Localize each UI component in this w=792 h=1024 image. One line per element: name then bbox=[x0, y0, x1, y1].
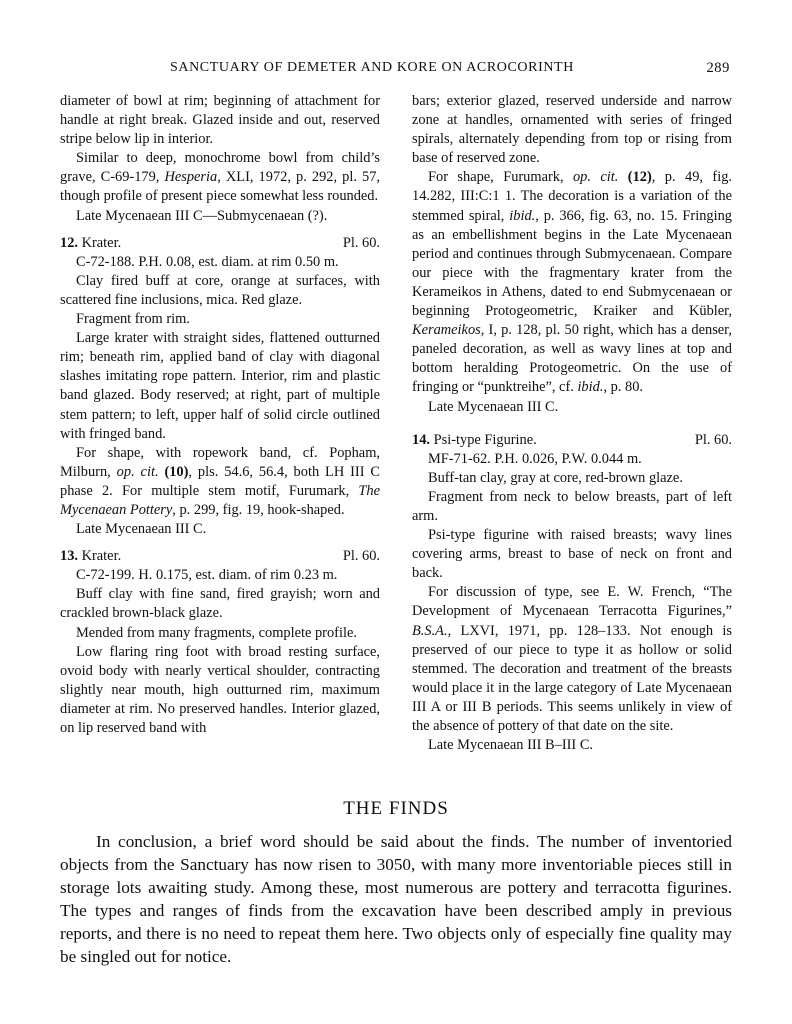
item-name: Psi-type Figurine. bbox=[433, 431, 537, 448]
catalogue-heading-12 bbox=[60, 234, 380, 253]
item-number: 14. bbox=[412, 431, 430, 448]
fabric-description: Buff-tan clay, gray at core, red-brown glaze. bbox=[428, 469, 683, 486]
running-head bbox=[170, 60, 730, 80]
left-column bbox=[60, 92, 380, 738]
inventory-line: C-72-188. P.H. 0.08, est. diam. at rim 0.50 m. bbox=[76, 253, 339, 270]
date: Late Mycenaean III B–III C. bbox=[428, 737, 594, 754]
item-name: Krater. bbox=[81, 234, 122, 251]
preservation: Fragment from neck to below breasts, part of left arm. bbox=[412, 488, 732, 524]
item-name: Krater. bbox=[81, 548, 122, 565]
section-title: THE FINDS bbox=[343, 798, 449, 819]
catalogue-heading-14 bbox=[412, 431, 732, 450]
comparanda: For shape, with ropework band, cf. Popham, Milburn, op. cit. (10), pls. 54.6, 56.4, both LH III C phase 2. For multiple stem motif, Furumark, The Mycenaean Pottery, p. 299, fig. 19, hook-shaped. bbox=[60, 444, 380, 518]
description: Large krater with straight sides, flattened outturned rim; beneath rim, applied band of clay with diagonal slashes imitating rope pattern. Interior, rim and plastic band glazed. Body reserved; at right, part of multiple stem pattern; to left, upper half of solid circle outlined with fringed band. bbox=[60, 330, 380, 442]
discussion: For discussion of type, see E. W. French, “The Development of Mycenaean Terracotta Figurines,” B.S.A., LXVI, 1971, pp. 128–133. Not enough is preserved of our piece to type it as hollow or solid stemmed. The decoration and treatment of the breasts would place it in the large category of Late Mycenaean III A or III B periods. This seems unlikely in view of the absence of pottery of that date on the site. bbox=[412, 584, 732, 734]
inventory-line: MF-71-62. P.H. 0.026, P.W. 0.044 m. bbox=[428, 450, 642, 467]
running-title: SANCTUARY OF DEMETER AND KORE ON ACROCORINTH bbox=[170, 60, 574, 75]
inventory-line: C-72-199. H. 0.175, est. diam. of rim 0.23 m. bbox=[76, 567, 338, 584]
catalogue-heading-13 bbox=[60, 547, 380, 566]
date: Late Mycenaean III C. bbox=[428, 398, 559, 415]
page-number: 289 bbox=[706, 60, 730, 76]
description: Low flaring ring foot with broad resting surface, ovoid body with nearly vertical shoulder, contracting slightly near mouth, high outturned rim, maximum diameter at rim. No preserved handles. Interior glazed, on lip reserved band with bbox=[60, 643, 380, 736]
right-column bbox=[412, 92, 732, 755]
preservation: Fragment from rim. bbox=[76, 311, 190, 328]
plate-reference: Pl. 60. bbox=[342, 548, 380, 565]
preservation: Mended from many fragments, complete profile. bbox=[76, 624, 357, 641]
description: Psi-type figurine with raised breasts; wavy lines covering arms, breast to base of neck on front and back. bbox=[412, 527, 732, 582]
fabric-description: Clay fired buff at core, orange at surfaces, with scattered fine inclusions, mica. Red glaze. bbox=[60, 272, 380, 308]
item-number: 13. bbox=[60, 548, 78, 565]
paragraph-continued: diameter of bowl at rim; beginning of attachment for handle at right break. Glazed inside and out, reserved stripe below lip in interior. bbox=[60, 93, 380, 148]
item-number: 12. bbox=[60, 234, 78, 251]
fabric-description: Buff clay with fine sand, fired grayish; worn and crackled brown-black glaze. bbox=[60, 586, 380, 622]
discussion: For shape, Furumark, op. cit. (12), p. 49, fig. 14.282, III:C:1 1. The decoration is a variation of the stemmed spiral, ibid., p. 366, fig. 63, no. 15. Fringing as an embellishment begins in the Late Mycenaean period and continues through Submycenaean. Compare our piece with the fragmentary krater from the Kerameikos in Athens, dated to end Submycenaean or beginning Protogeometric, Kraiker and Kübler, Kerameikos, I, p. 128, pl. 50 right, which has a denser, paneled decoration, as well as wavy lines at top and bottom heralding Protogeometric. On the use of fringing or “punktreihe”, cf. ibid., p. 80. bbox=[412, 169, 732, 396]
paragraph-comparison: Similar to deep, monochrome bowl from child’s grave, C-69-179, Hesperia, XLI, 1972, p. 292, pl. 57, though profile of present piece somewhat less rounded. bbox=[60, 150, 380, 205]
description-continued: bars; exterior glazed, reserved underside and narrow zone at handles, ornamented with series of fringed spirals, alternately depending from top or rising from base of reserved zone. bbox=[412, 93, 732, 167]
finds-paragraph: In conclusion, a brief word should be said about the finds. The number of inventoried objects from the Sanctuary has now risen to 3050, with many more inventoriable pieces still in storage lots awaiting study. Among these, most numerous are pottery and terracotta figurines. The types and ranges of finds from the excavation have been described amply in previous reports, and there is no need to repeat them here. Two objects only of especially fine quality may be singled out for notice. bbox=[60, 832, 732, 967]
date: Late Mycenaean III C. bbox=[76, 521, 207, 538]
plate-reference: Pl. 60. bbox=[694, 431, 732, 448]
paragraph-date: Late Mycenaean III C—Submycenaean (?). bbox=[76, 207, 328, 224]
plate-reference: Pl. 60. bbox=[342, 234, 380, 251]
